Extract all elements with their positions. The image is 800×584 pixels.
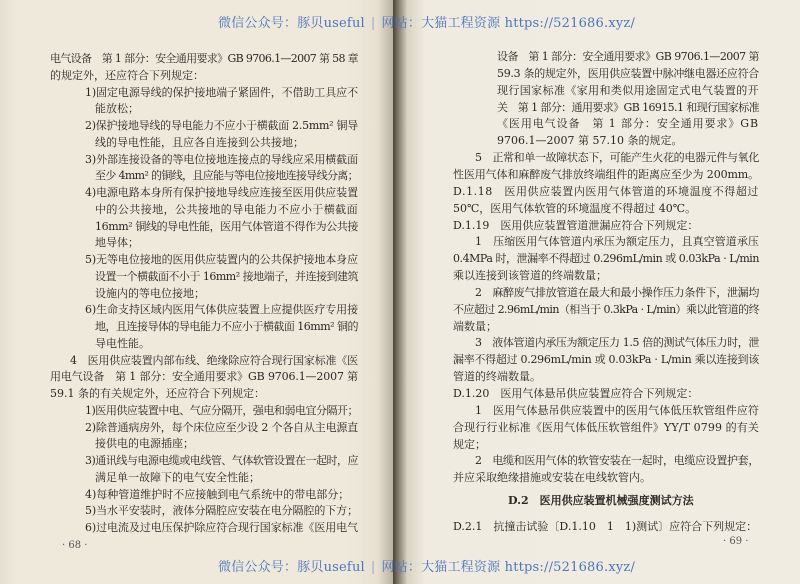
text-line: 4 医用供应装置内部布线、绝缘除应符合现行国家标准《医: [70, 353, 358, 367]
clause-heading-line: D.1.20 医用气体悬吊供应装置应符合下列规定：: [453, 387, 699, 400]
text-line: 能放松；: [95, 102, 139, 116]
clause-d-2-1: D.2.1 抗撞击试验〔D.1.10 1 1)测试〕应符合下列规定：: [453, 520, 758, 533]
text-line: 合现行行业标准《医用气体低压软管组件》YY/T 0799 的有关: [453, 420, 759, 434]
text-line: 59.3 条的规定外，医用供应装置中脉冲继电器还应符合: [497, 66, 759, 80]
text-line: 2 麻醉废气排放管道在最大和最小操作压力条件下，泄漏均: [475, 285, 759, 299]
text-line: 3 液体管道内承压为额定压力 1.5 倍的测试气体压力时，泄: [475, 336, 759, 350]
watermark-site: 网站：大猫工程资源 https://521686.xyz/: [381, 560, 636, 575]
clause-heading-line: D.1.18 医用供应装置内医用气体管道的环境温度不得超过: [453, 184, 759, 198]
text-line: 地导体；: [95, 236, 139, 250]
text-line: 的规定外，还应符合下列规定：: [50, 68, 204, 82]
text-line: 2)保护接地导线的导电能力不应小于横截面 2.5mm² 铜导: [85, 119, 358, 132]
page-number-right: · 69 ·: [723, 536, 749, 547]
text-line: 5)当水平安装时，液体分隔腔应安装在电分隔腔的下方；: [85, 504, 358, 518]
text-line: 管道的终端数量。: [453, 370, 541, 384]
text-line: 乘以连接到该管道的终端数量；: [453, 269, 607, 283]
text-line: 线的导电性能，且应各自连接到公共接地；: [95, 135, 304, 149]
right-page: [393, 0, 800, 584]
text-line: 用电气设备 第 1 部分：安全通用要求》GB 9706.1—2007 第: [50, 370, 358, 384]
text-line: 6)生命支持区域内医用气体供应装置上应提供医疗专用接: [85, 303, 358, 317]
watermark-top: [218, 12, 635, 31]
text-line: 不应超过 2.96mL/min（相当于 0.3kPa · L/min）乘以此管道的终: [453, 302, 759, 316]
text-line: 设置一个横截面不小于 16mm² 接地端子，并连接到建筑: [95, 269, 358, 283]
text-line: 设备 第 1 部分：安全通用要求》GB 9706.1—2007 第: [497, 50, 759, 63]
text-line: 0.4MPa 时，泄漏率不得超过 0.296mL/min 或 0.03kPa · L/min: [453, 252, 759, 266]
text-line: 1)医用供应装置中电、气应分隔开，强电和弱电宜分隔开；: [85, 403, 358, 417]
text-line: 端数量；: [453, 319, 497, 333]
text-line: 1 压缩医用气体管道内承压为额定压力，且真空管道承压: [475, 235, 759, 249]
text-line: 50℃，医用气体软管的环境温度不得超过 40℃。: [453, 201, 697, 215]
watermark-bottom: [218, 556, 635, 575]
text-line: 满足单一故障下的电气安全性能；: [95, 470, 260, 484]
watermark-site: 网站：大猫工程资源 https://521686.xyz/: [381, 16, 636, 31]
page-number-left: · 68 ·: [62, 540, 88, 551]
watermark-separator: |: [370, 560, 376, 575]
text-line: 关 第 1 部分：通用要求》GB 16915.1 和现行国家标准: [497, 100, 759, 114]
section-heading: D.2 医用供应装置机械强度测试方法: [508, 494, 694, 507]
text-line: 至少 4mm² 的铜线，且应能与等电位接地连接导线分离；: [95, 169, 358, 183]
text-line: 59.1 条的有关规定外，还应符合下列规定：: [50, 387, 265, 400]
text-line: 规定；: [453, 437, 486, 451]
text-line: 4)每种管道维护时不应接触到电气系统中的带电部分；: [85, 487, 350, 501]
text-line: 6)过电流及过电压保护除应符合现行国家标准《医用电气: [85, 521, 358, 534]
text-line: 性医用气体和麻醉废气排放终端组件的距离应至少为 200mm。: [453, 167, 759, 181]
text-line: 中的公共接地，公共接地的导电能力不应小于横截面: [95, 202, 358, 216]
text-line: 导电性能。: [95, 336, 150, 350]
text-line: 3)外部连接设备的等电位接地连接点的导线应采用横截面: [85, 152, 358, 166]
text-line: 现行国家标准《家用和类似用途固定式电气装置的开: [497, 83, 759, 97]
text-line: 4)电源电路本身所有保护接地导线应连接至医用供应装置: [85, 186, 358, 199]
watermark-separator: |: [370, 16, 376, 31]
text-line: 设施内的等电位接地；: [95, 286, 205, 300]
text-line: 2)除普通病房外，每个床位应至少设 2 个各自从主电源直: [85, 420, 358, 434]
clause-heading-line: D.1.19 医用供应装置管道泄漏应符合下列规定：: [453, 218, 699, 232]
text-line: 1)固定电源导线的保护接地端子紧固件，不借助工具应不: [85, 85, 358, 99]
text-line: 16mm² 铜线的导电性能，医用气体管道不得作为公共接: [95, 219, 358, 233]
left-page: [0, 0, 393, 584]
text-line: 漏率不得超过 0.296mL/min 或 0.03kPa · L/min 乘以连接到该: [453, 353, 759, 367]
text-line: 接供电的电源插座；: [95, 437, 194, 451]
text-line: 5)无等电位接地的医用供应装置内的公共保护接地本身应: [85, 253, 358, 266]
text-line: 3)通讯线与电源电缆或电线管、气体软管设置在一起时，应: [85, 454, 358, 467]
text-line: 《医用电气设备 第 1 部分：安全通用要求》GB: [497, 117, 759, 131]
text-line: 1 医用气体悬吊供应装置中的医用气体低压软管组件应符: [475, 403, 759, 417]
text-line: 电气设备 第 1 部分：安全通用要求》GB 9706.1—2007 第 58 章: [50, 52, 358, 65]
watermark-wechat: 微信公众号：豚贝useful: [218, 560, 365, 575]
text-line: 5 正常和单一故障状态下，可能产生火花的电器元件与氧化: [475, 151, 759, 165]
text-line: 2 电缆和医用气体的软管安装在一起时，电缆应设置护套，: [475, 454, 759, 468]
text-line: 地，且连接导体的导电能力不应小于横截面 16mm² 铜的: [95, 320, 358, 333]
text-line: 并应采取绝缘措施或安装在电线软管内。: [453, 471, 651, 485]
text-line: 9706.1—2007 第 57.10 条的规定。: [497, 134, 683, 148]
watermark-wechat: 微信公众号：豚贝useful: [218, 16, 365, 31]
